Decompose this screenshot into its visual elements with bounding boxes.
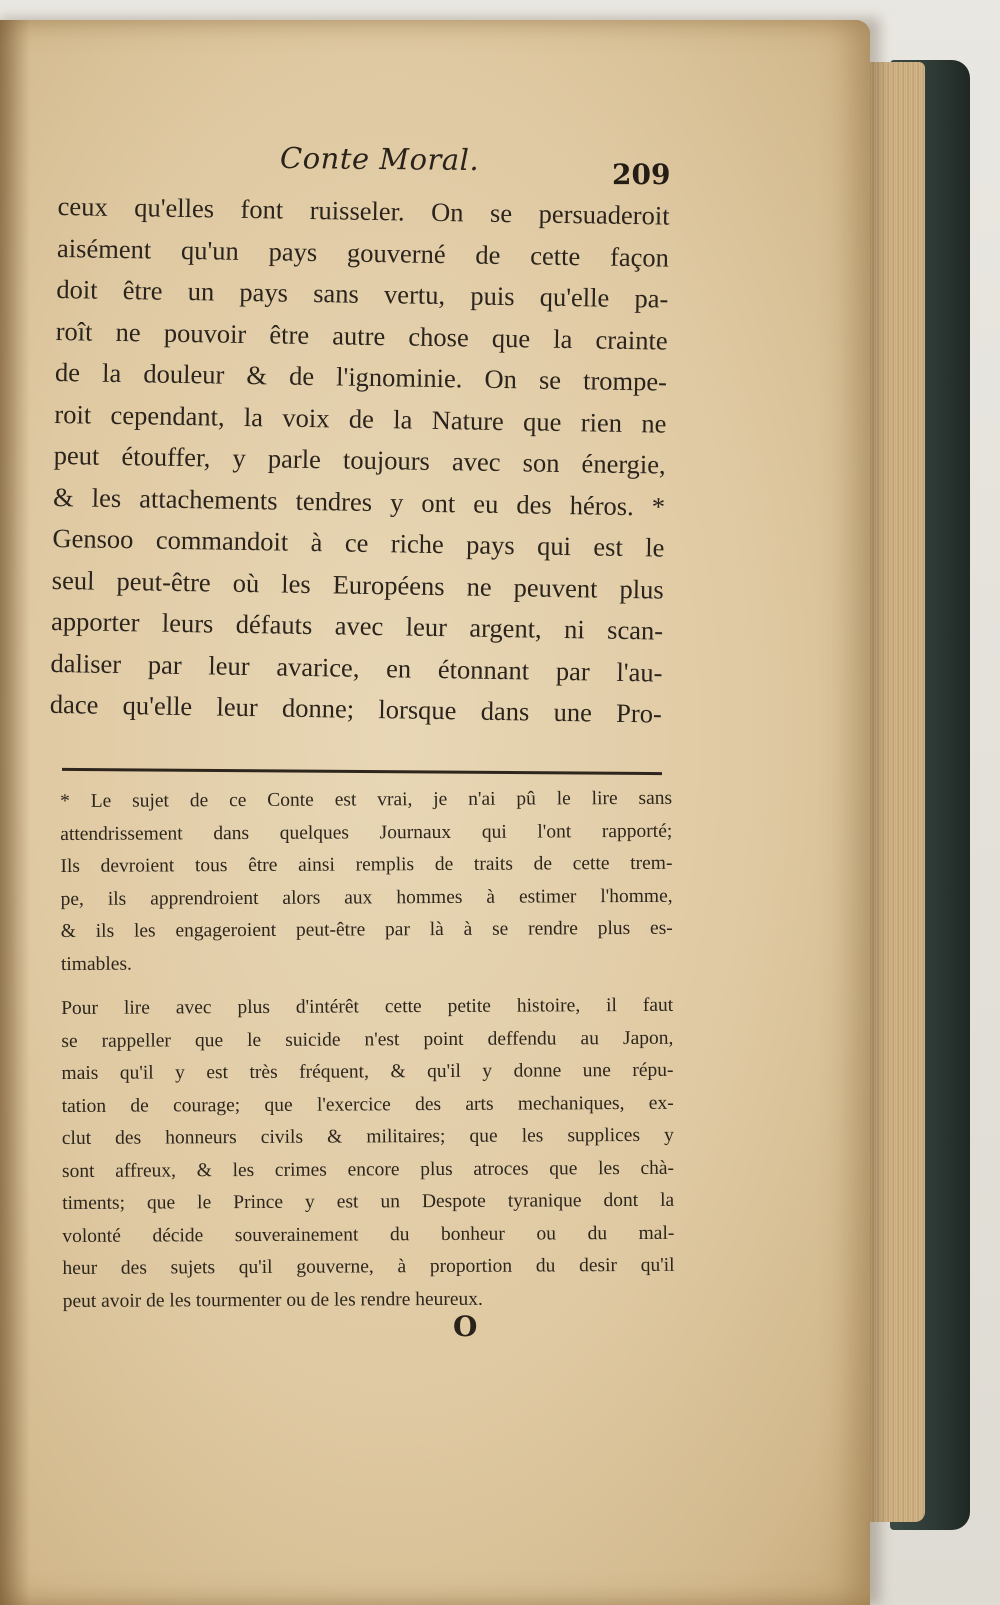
footnote-line: se rappeller que le suicide n'est point deffendu au Japon, (61, 1027, 674, 1052)
footnote-line: attendrissement dans quelques Journaux qui l'ont rapporté; (60, 820, 673, 845)
body-line: apporter leurs défauts avec leur argent, ni scan- (50, 605, 664, 646)
body-line: aisément qu'un pays gouverné de cette façon (56, 232, 670, 273)
page-number: 209 (612, 158, 671, 191)
footnote-line: timents; que le Prince y est un Despote tyranique dont la (62, 1189, 675, 1214)
signature-mark: O (453, 1310, 478, 1343)
footnote-line: & ils les engageroient peut-être par là à se rendre plus es- (60, 917, 673, 942)
body-line: Gensoo commandoit à ce riche pays qui est le (52, 522, 665, 563)
footnote-line: timables. (60, 953, 132, 975)
footnote-line: mais qu'il y est très fréquent, & qu'il y donne une répu- (61, 1059, 674, 1084)
body-line: & les attachements tendres y ont eu des héros. * (52, 481, 666, 522)
running-head: Conte Moral. (279, 140, 480, 178)
footnote-line: heur des sujets qu'il gouverne, à proportion du desir qu'il (62, 1254, 675, 1279)
footnote-line: tation de courage; que l'exercice des arts mechaniques, ex- (61, 1092, 674, 1117)
body-line: doit être un pays sans vertu, puis qu'elle pa- (56, 273, 669, 314)
body-line: dace qu'elle leur donne; lorsque dans une Pro- (49, 688, 663, 729)
body-line: roît ne pouvoir être autre chose que la crainte (55, 315, 668, 356)
body-line: peut étouffer, y parle toujours avec son énergie, (53, 439, 666, 480)
footnote-line: sont affreux, & les crimes encore plus atroces que les chà- (61, 1157, 675, 1182)
body-text (50, 186, 670, 735)
footnote-line: volonté décide souverainement du bonheur ou du mal- (62, 1222, 675, 1247)
footnotes (60, 783, 675, 1318)
body-line: de la douleur & de l'ignominie. On se trompe- (54, 356, 668, 397)
spine-shadow (0, 20, 30, 1605)
body-line: seul peut-être où les Européens ne peuvent plus (51, 564, 664, 605)
footnote-line: pe, ils apprendroient alors aux hommes à estimer l'homme, (60, 885, 673, 910)
body-line: roit cependant, la voix de la Nature que rien ne (54, 398, 667, 439)
body-line: daliser par leur avarice, en étonnant par l'au- (50, 647, 663, 688)
footnote-line: Ils devroient tous être ainsi remplis de traits de cette trem- (60, 852, 673, 877)
footnote-line: Pour lire avec plus d'intérêt cette petite histoire, il faut (61, 994, 674, 1019)
body-line: ceux qu'elles font ruisseler. On se persuaderoit (57, 190, 670, 231)
footnote-line: peut avoir de les tourmenter ou de les rendre heureux. (62, 1288, 483, 1312)
footnote-line: * Le sujet de ce Conte est vrai, je n'ai pû le lire sans (60, 787, 673, 812)
footnote-line: clut des honneurs civils & militaires; que les supplices y (61, 1124, 674, 1149)
